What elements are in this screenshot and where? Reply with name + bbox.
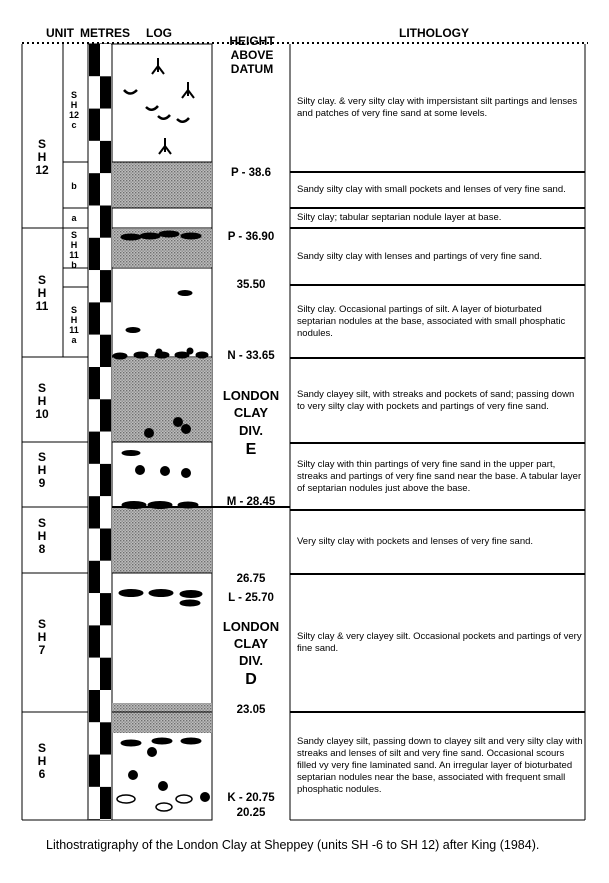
header-metres: METRES xyxy=(80,26,131,40)
lithology-text: Silty clay. Occasional partings of silt. A layer of bioturbated septarian nodules at the base, associated with small phosphatic nodules. xyxy=(297,303,566,339)
subunit-label-char: 12 xyxy=(68,110,80,120)
sand-bed-sh6 xyxy=(112,703,212,733)
unit-label-char: 10 xyxy=(35,407,49,421)
lithology-sh11b xyxy=(297,229,583,284)
metre-bar-left xyxy=(89,722,100,754)
subunit-label-char: S xyxy=(70,90,78,100)
metre-bar-right xyxy=(100,464,111,496)
septarian-nodule xyxy=(181,738,201,744)
burrow-symbol xyxy=(182,82,194,98)
metre-bar-right xyxy=(100,335,111,367)
subunit-label-char: b xyxy=(71,260,77,270)
metre-bar-right xyxy=(100,529,111,561)
metre-bar-left xyxy=(89,44,100,76)
lithology-sh12a xyxy=(297,209,583,227)
height-labels xyxy=(227,167,276,819)
metre-bar-right xyxy=(100,141,111,173)
bioturbated-nodule xyxy=(176,795,192,803)
lithology-text: Silty clay. & very silty clay with impersistant silt partings and lenses and patches of very fine sand at some levels. xyxy=(297,96,578,119)
header-log: LOG xyxy=(146,26,172,40)
metre-bar-right xyxy=(100,76,111,108)
lithology-sh12c xyxy=(297,46,583,170)
metre-bar-left xyxy=(89,76,100,108)
unit-label-sh8 xyxy=(38,516,47,556)
unit-label-char: H xyxy=(37,394,47,408)
metre-bar-left xyxy=(89,109,100,141)
division-line: CLAY xyxy=(233,636,269,651)
metre-bar-right xyxy=(100,109,111,141)
lithology-text: Sandy silty clay with small pockets and lenses of very fine sand. xyxy=(297,184,566,195)
metre-bar-right xyxy=(100,238,111,270)
metre-bar-left xyxy=(89,335,100,367)
shell-symbol xyxy=(158,115,170,119)
subunit-label-char: H xyxy=(70,100,78,110)
metre-bar-right xyxy=(100,561,111,593)
unit-label-char: 7 xyxy=(38,643,46,657)
lithology-text: Silty clay with thin partings of very fine sand in the upper part, streaks and partings of very fine sand near the base. A tabular layer of septarian nodules just above the base. xyxy=(297,458,582,494)
height-label-h3550: 35.50 xyxy=(236,279,266,291)
phosphatic-nodule xyxy=(187,348,193,354)
shell-symbol xyxy=(177,118,189,122)
division-label-d xyxy=(223,619,279,688)
phosphatic-nodule xyxy=(145,429,154,438)
division-line: LONDON xyxy=(222,388,280,403)
unit-label-char: 12 xyxy=(35,163,49,177)
septarian-nodule xyxy=(175,352,189,358)
subunit-label-char: 11 xyxy=(69,250,79,260)
subunit-label-char: S xyxy=(70,230,78,240)
header-height-line-2: ABOVE xyxy=(230,48,274,62)
metre-bar-left xyxy=(89,625,100,657)
subunit-label-sh12c xyxy=(69,90,79,130)
bioturbated-nodule xyxy=(156,803,172,811)
metre-bar-left xyxy=(89,399,100,431)
sand-beds xyxy=(112,162,212,733)
phosphatic-nodule xyxy=(148,748,157,757)
unit-label-char: H xyxy=(37,286,47,300)
subunit-label-char: 11 xyxy=(69,325,79,335)
lithology-text: Sandy silty clay with lenses and partings of very fine sand. xyxy=(297,250,543,262)
height-label-h2025: 20.25 xyxy=(236,807,266,819)
lithology-sh11a xyxy=(297,286,583,357)
unit-label-char: S xyxy=(37,137,47,151)
header-height-line-3: DATUM xyxy=(230,62,274,76)
metre-bar-left xyxy=(89,529,100,561)
metre-bar-right xyxy=(100,399,111,431)
phosphatic-nodule xyxy=(182,469,191,478)
height-label-k2075: K - 20.75 xyxy=(227,792,275,804)
lithology-text: Very silty clay with pockets and lenses of very fine sand. xyxy=(297,536,534,547)
unit-label-char: 11 xyxy=(35,299,49,313)
metre-bar-left xyxy=(89,690,100,722)
unit-label-sh6 xyxy=(38,741,47,781)
unit-label-char: H xyxy=(37,630,47,644)
septarian-nodule xyxy=(196,352,208,358)
metre-bar-right xyxy=(100,819,111,820)
division-line: E xyxy=(245,441,257,458)
phosphatic-nodule xyxy=(129,771,138,780)
lithology-sh6 xyxy=(297,713,583,819)
septarian-nodule xyxy=(121,234,141,240)
metre-bar-right xyxy=(100,787,111,819)
septarian-nodule xyxy=(119,590,143,597)
phosphatic-nodule xyxy=(174,418,183,427)
phosphatic-nodule xyxy=(182,425,191,434)
unit-label-char: H xyxy=(37,150,47,164)
figure-caption: Lithostratigraphy of the London Clay at Sheppey (units SH -6 to SH 12) after King (1984). xyxy=(46,838,540,852)
metre-bar-right xyxy=(100,625,111,657)
metre-bar-left xyxy=(89,270,100,302)
metre-bar-right xyxy=(100,302,111,334)
subunit-label-char: H xyxy=(70,240,78,250)
unit-label-char: 9 xyxy=(38,476,46,490)
subunit-label-sh11b xyxy=(69,230,79,270)
metre-bar-left xyxy=(89,367,100,399)
subunit-label-sh12a: a xyxy=(71,213,77,223)
metre-bar-left xyxy=(89,432,100,464)
left-frame xyxy=(22,44,88,820)
metre-bar-right xyxy=(100,44,111,76)
lithology-sh7 xyxy=(297,575,583,711)
unit-label-char: S xyxy=(37,516,47,530)
metre-bar-right xyxy=(100,270,111,302)
metre-bar-right xyxy=(100,722,111,754)
division-label-e xyxy=(223,388,279,458)
height-label-p3690: P - 36.90 xyxy=(227,231,275,243)
septarian-nodule xyxy=(122,451,140,456)
height-label-l2570: L - 25.70 xyxy=(228,592,274,604)
sand-bed-sh10 xyxy=(112,358,212,442)
metre-bar-right xyxy=(100,496,111,528)
unit-label-char: 8 xyxy=(38,542,46,556)
metre-bar-left xyxy=(89,593,100,625)
header-unit: UNIT xyxy=(46,26,74,40)
unit-label-char: H xyxy=(37,754,47,768)
subunit-label-sh12b: b xyxy=(71,181,77,191)
unit-label-char: S xyxy=(37,617,47,631)
septarian-nodule xyxy=(122,502,146,509)
septarian-nodule xyxy=(180,600,200,606)
septarian-nodule xyxy=(126,328,140,333)
unit-label-char: S xyxy=(37,741,47,755)
height-label-n3365: N - 33.65 xyxy=(227,350,275,362)
subunit-label-char: c xyxy=(71,120,77,130)
lithology-text: Silty clay & very clayey silt. Occasional pockets and partings of very fine sand. xyxy=(297,631,582,654)
phosphatic-nodule xyxy=(136,466,145,475)
subunit-label-char: a xyxy=(71,335,77,345)
septarian-nodule xyxy=(152,738,172,744)
burrow-symbol xyxy=(152,58,164,74)
metre-bar-left xyxy=(89,302,100,334)
shell-symbol xyxy=(124,90,137,94)
metre-bar-right xyxy=(100,593,111,625)
metre-bar-left xyxy=(89,819,100,820)
division-line: CLAY xyxy=(233,405,269,420)
metre-bar-left xyxy=(89,787,100,819)
subunit-label-char: H xyxy=(70,315,78,325)
metres-scale xyxy=(89,44,111,820)
unit-label-char: S xyxy=(37,381,47,395)
septarian-nodule xyxy=(178,502,198,508)
phosphatic-nodule xyxy=(159,782,168,791)
metre-bar-left xyxy=(89,496,100,528)
division-line: DIV. xyxy=(238,423,264,438)
unit-label-char: 6 xyxy=(38,767,46,781)
metre-bar-right xyxy=(100,755,111,787)
bioturbated-nodule xyxy=(117,795,135,803)
metre-bar-left xyxy=(89,238,100,270)
metre-bar-right xyxy=(100,173,111,205)
metre-bar-left xyxy=(89,173,100,205)
sand-bed-sh12b xyxy=(112,162,212,208)
septarian-nodule xyxy=(178,291,192,296)
lithology-sh10 xyxy=(297,359,583,442)
phosphatic-nodule xyxy=(201,793,210,802)
height-label-h2305: 23.05 xyxy=(236,704,266,716)
septarian-nodule xyxy=(181,233,201,239)
septarian-nodule xyxy=(149,590,173,597)
metre-bar-left xyxy=(89,464,100,496)
metre-bar-left xyxy=(89,141,100,173)
metre-bar-left xyxy=(89,206,100,238)
sand-bed-sh8 xyxy=(112,508,212,573)
phosphatic-nodule xyxy=(161,467,170,476)
septarian-nodule xyxy=(140,233,160,239)
division-line: DIV. xyxy=(238,653,264,668)
unit-label-sh10 xyxy=(35,381,49,421)
division-line: D xyxy=(245,671,257,688)
lithology-text: Silty clay; tabular septarian nodule layer at base. xyxy=(297,212,502,223)
height-label-m2845: M - 28.45 xyxy=(226,496,276,508)
height-label-h2675: 26.75 xyxy=(236,573,266,585)
header-height-line-1: HEIGHT xyxy=(229,34,275,48)
septarian-nodule xyxy=(159,231,179,237)
unit-label-char: S xyxy=(37,273,47,287)
septarian-nodule xyxy=(134,352,148,358)
metre-bar-left xyxy=(89,658,100,690)
septarian-nodule xyxy=(148,502,172,509)
septarian-nodule xyxy=(113,353,127,359)
septarian-nodule xyxy=(121,740,141,746)
septarian-nodule xyxy=(180,591,202,598)
subunit-label-char: S xyxy=(70,305,78,315)
unit-label-char: H xyxy=(37,463,47,477)
header-lithology: LITHOLOGY xyxy=(399,26,469,40)
metre-bar-right xyxy=(100,367,111,399)
metre-bar-right xyxy=(100,206,111,238)
burrow-symbol xyxy=(159,138,171,154)
division-line: LONDON xyxy=(222,619,280,634)
lithology-sh12b xyxy=(297,173,583,207)
lithology-sh8 xyxy=(297,511,583,573)
lithology-text: Sandy clayey silt, passing down to clayey silt and very silty clay with streaks and lenses of silt and very fine sand. Occasional scours filled vy very fine laminated sand. An irregular layer of bioturbated septarian nodules near the base, associated with frequent small phosphatic nodules. xyxy=(297,736,583,795)
unit-label-sh11 xyxy=(36,273,49,313)
metre-bar-right xyxy=(100,690,111,722)
metre-bar-right xyxy=(100,658,111,690)
unit-label-char: H xyxy=(37,529,47,543)
lithology-sh9 xyxy=(297,444,583,509)
unit-label-sh12 xyxy=(35,137,49,177)
metre-bar-right xyxy=(100,432,111,464)
unit-label-sh7 xyxy=(38,617,47,657)
subunit-label-sh11a xyxy=(69,305,79,345)
unit-label-sh9 xyxy=(38,450,47,490)
metre-bar-left xyxy=(89,755,100,787)
phosphatic-nodule xyxy=(156,349,162,355)
lithology-text: Sandy clayey silt, with streaks and pockets of sand; passing down to very silty clay with pockets and partings of very fine sand. xyxy=(297,388,575,412)
metre-bar-left xyxy=(89,561,100,593)
shell-symbol xyxy=(146,106,158,110)
height-label-p3860: P - 38.6 xyxy=(230,167,272,179)
unit-label-char: S xyxy=(37,450,47,464)
